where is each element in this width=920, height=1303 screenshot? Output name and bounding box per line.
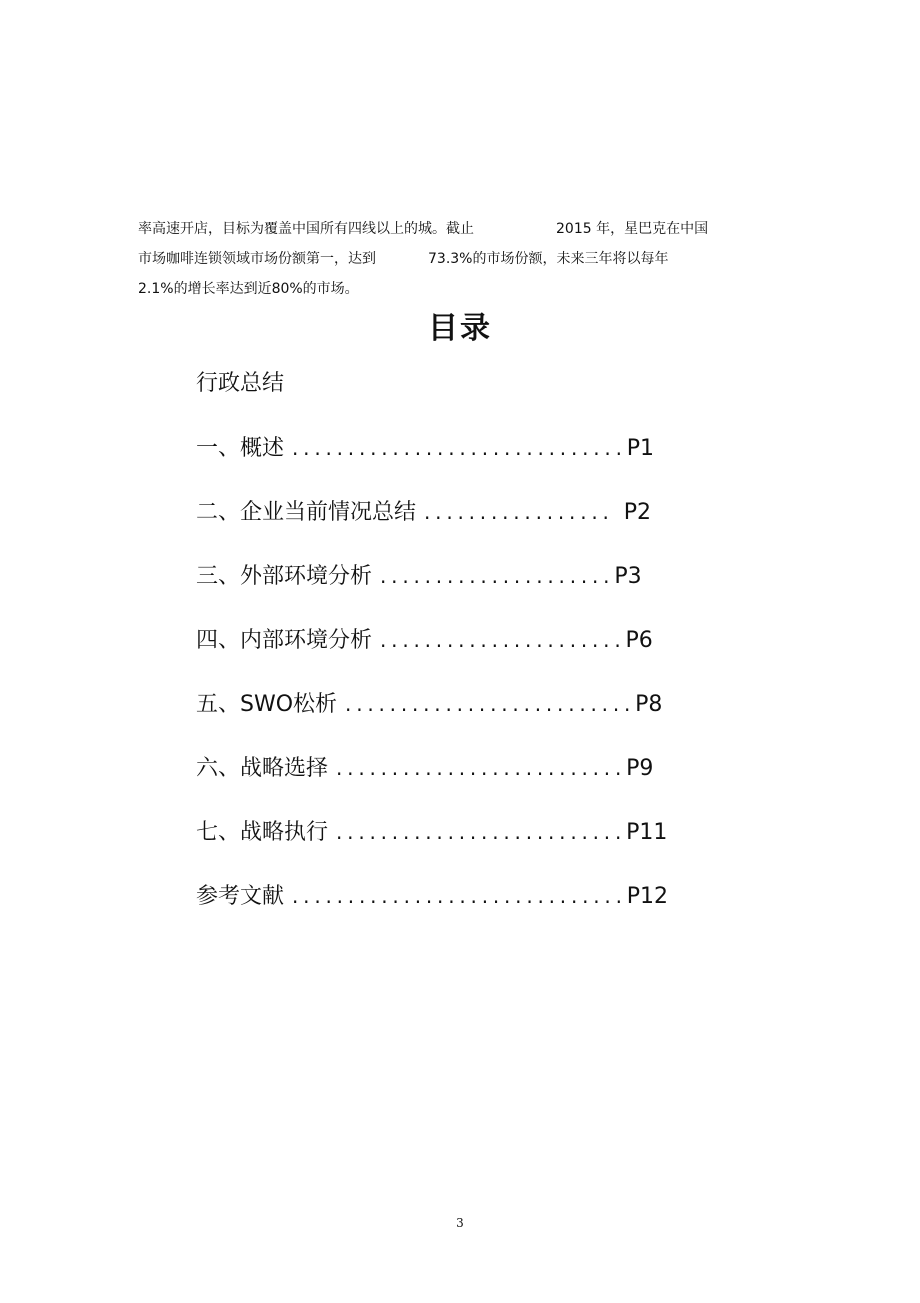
intro-paragraph <box>138 214 778 304</box>
toc-entry[interactable] <box>196 494 736 530</box>
toc-entry-label: 七、战略执行 <box>196 820 329 845</box>
intro-line-1-part-a: 率高速开店，目标为覆盖中国所有四线以上的城。截止 <box>138 221 474 237</box>
toc-entry-leader: ................. <box>424 500 614 524</box>
toc-entry[interactable] <box>196 558 736 594</box>
toc-entry-page: P12 <box>626 884 669 909</box>
toc-entry-label: 六、战略选择 <box>196 756 329 781</box>
toc-entry-page: P8 <box>635 692 663 717</box>
toc-entry-label: 三、外部环境分析 <box>196 564 373 589</box>
toc-entry[interactable] <box>196 814 736 850</box>
intro-line-1-part-b: 2015 年，星巴克在中国 <box>556 221 709 237</box>
intro-line-2 <box>138 244 778 274</box>
toc-entry-leader: ...................... <box>380 628 626 652</box>
intro-line-2-part-b: 73.3%的市场份额，未来三年将以每年 <box>428 251 669 267</box>
toc-entry-leader: ..................... <box>380 564 615 588</box>
toc-entry-leader: .............................. <box>292 884 627 908</box>
toc-entry-page: P9 <box>626 756 654 781</box>
intro-line-2-part-a: 市场咖啡连锁领域市场份额第一，达到 <box>138 251 376 267</box>
toc-entry[interactable] <box>196 878 736 914</box>
toc-entry-leader: .............................. <box>292 436 627 460</box>
toc-entry[interactable] <box>196 686 736 722</box>
toc-entry-label: 一、概述 <box>196 436 285 461</box>
toc-entry-label: 二、企业当前情况总结 <box>196 500 417 525</box>
toc-entry-page: P6 <box>625 628 653 653</box>
toc-heading-executive-summary: 行政总结 <box>196 371 285 396</box>
table-of-contents <box>196 366 756 909</box>
intro-line-3: 2.1%的增长率达到近80%的市场。 <box>138 281 359 297</box>
toc-entry-label: 参考文献 <box>196 884 285 909</box>
toc-entry-page: P3 <box>614 564 642 589</box>
toc-entry-leader: .......................... <box>336 820 627 844</box>
toc-entry-page: P2 <box>623 500 651 525</box>
toc-entry[interactable] <box>196 430 736 466</box>
page-number: 3 <box>456 1216 464 1230</box>
toc-entry-leader: .......................... <box>345 692 636 716</box>
toc-entry-page: P11 <box>626 820 668 845</box>
toc-entry-label: 五、SWO松析 <box>196 692 338 717</box>
toc-entry-page: P1 <box>626 436 655 461</box>
toc-entry[interactable] <box>196 622 736 658</box>
intro-line-1 <box>138 214 778 244</box>
toc-title: 目录 <box>428 311 492 346</box>
toc-entry[interactable] <box>196 750 736 786</box>
toc-entry-label: 四、内部环境分析 <box>196 628 373 653</box>
toc-entry-leader: .......................... <box>336 756 627 780</box>
